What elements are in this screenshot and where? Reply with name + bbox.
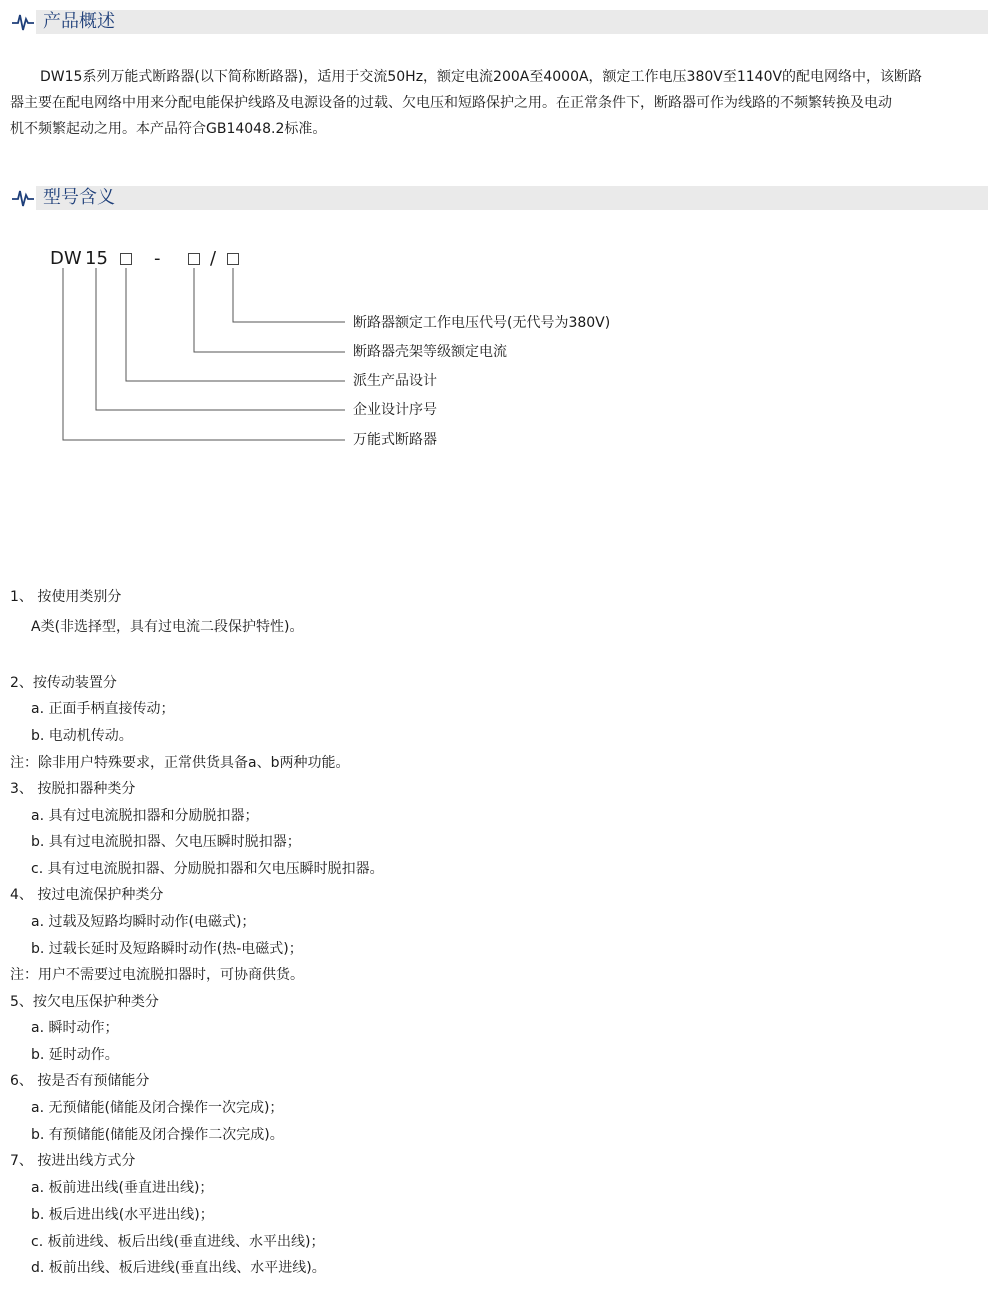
class-heading: 4、 按过电流保护种类分 — [10, 887, 164, 903]
model-dash: - — [154, 248, 161, 269]
class-item: a. 板前进出线(垂直进出线)； — [31, 1180, 214, 1196]
section-header-model — [10, 186, 988, 210]
class-item: a. 瞬时动作； — [31, 1020, 119, 1036]
class-item: b. 具有过电流脱扣器、欠电压瞬时脱扣器； — [31, 834, 301, 850]
class-note: 注：除非用户特殊要求，正常供货具备a、b两种功能。 — [10, 755, 350, 771]
model-slash: / — [210, 248, 217, 269]
model-label-design-no: 企业设计序号 — [353, 402, 437, 418]
class-item: b. 电动机传动。 — [31, 728, 133, 744]
model-label-type: 万能式断路器 — [353, 432, 437, 448]
class-item: a. 具有过电流脱扣器和分励脱扣器； — [31, 808, 259, 824]
class-item: d. 板前出线、板后进线(垂直出线、水平进线)。 — [31, 1260, 326, 1276]
pulse-icon — [10, 186, 36, 210]
class-heading: 3、 按脱扣器种类分 — [10, 781, 136, 797]
class-item: a. 过载及短路均瞬时动作(电磁式)； — [31, 914, 256, 930]
class-item: b. 过载长延时及短路瞬时动作(热-电磁式)； — [31, 941, 303, 957]
model-label-frame-current: 断路器壳架等级额定电流 — [353, 344, 507, 360]
class-item: a. 正面手柄直接传动； — [31, 701, 175, 717]
class-item: A类(非选择型，具有过电流二段保护特性)。 — [31, 619, 304, 635]
class-note: 注：用户不需要过电流脱扣器时，可协商供货。 — [10, 967, 304, 983]
class-heading: 6、 按是否有预储能分 — [10, 1073, 150, 1089]
overview-line: DW15系列万能式断路器(以下简称断路器)，适用于交流50Hz，额定电流200A至4000A，额定工作电压380V至1140V的配电网络中，该断路 — [40, 69, 923, 85]
class-item: b. 板后进出线(水平进出线)； — [31, 1207, 214, 1223]
model-label-derivative: 派生产品设计 — [353, 373, 437, 389]
class-heading: 5、按欠电压保护种类分 — [10, 994, 159, 1010]
section-title: 型号含义 — [43, 187, 115, 208]
model-prefix: DW — [50, 248, 82, 269]
class-heading: 2、按传动装置分 — [10, 675, 117, 691]
class-heading: 7、 按进出线方式分 — [10, 1153, 136, 1169]
class-item: c. 板前进线、板后出线(垂直进线、水平出线)； — [31, 1234, 325, 1250]
pulse-icon — [10, 10, 36, 34]
model-series: 15 — [85, 248, 108, 269]
section-header-overview — [10, 10, 988, 34]
class-item: b. 延时动作。 — [31, 1047, 119, 1063]
overview-line: 器主要在配电网络中用来分配电能保护线路及电源设备的过载、欠电压和短路保护之用。在正常条件下，断路器可作为线路的不频繁转换及电动 — [10, 95, 892, 111]
model-label-voltage: 断路器额定工作电压代号(无代号为380V) — [353, 315, 611, 331]
class-item: b. 有预储能(储能及闭合操作二次完成)。 — [31, 1127, 284, 1143]
overview-line: 机不频繁起动之用。本产品符合GB14048.2标准。 — [10, 121, 327, 137]
class-item: c. 具有过电流脱扣器、分励脱扣器和欠电压瞬时脱扣器。 — [31, 861, 384, 877]
model-leader-lines — [0, 260, 360, 460]
section-title: 产品概述 — [43, 11, 115, 32]
class-heading: 1、 按使用类别分 — [10, 589, 122, 605]
class-item: a. 无预储能(储能及闭合操作一次完成)； — [31, 1100, 284, 1116]
